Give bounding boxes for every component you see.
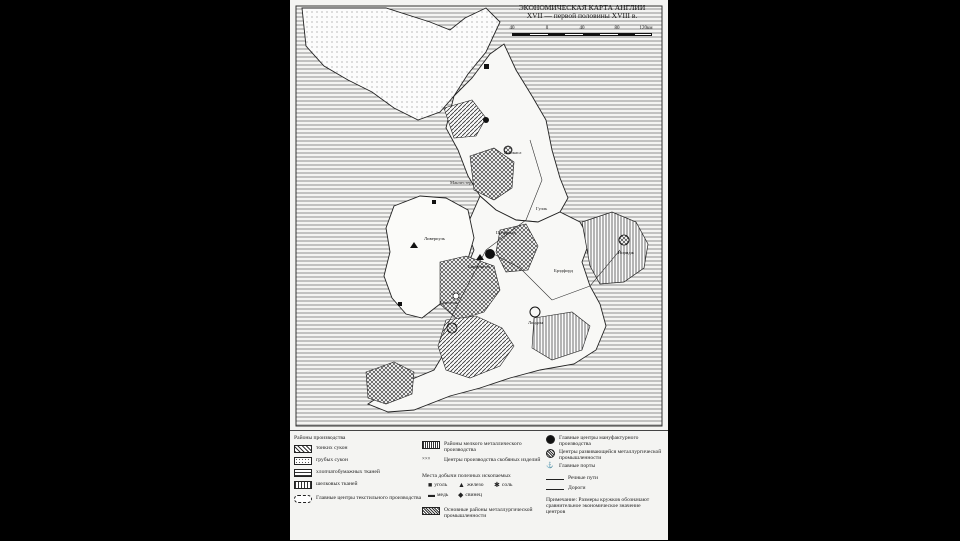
legend-item: Основные районы металлургической промышленности	[422, 507, 554, 519]
scale-tick: 40	[509, 26, 515, 31]
town-marker	[485, 249, 495, 259]
legend-item: хлопчатобумажных тканей	[294, 469, 380, 477]
town-marker	[447, 323, 457, 333]
town-marker	[483, 117, 489, 123]
town-label: Манчестер	[450, 180, 472, 185]
legend-mining-header: Места добычи полезных ископаемых	[422, 473, 511, 479]
town-label: Ливерпуль	[424, 236, 445, 241]
town-label: Брэдфорд	[554, 268, 573, 273]
economic-map	[290, 0, 668, 428]
coal-marker	[432, 200, 436, 204]
map-title-line1: ЭКОНОМИЧЕСКАЯ КАРТА АНГЛИИ	[518, 4, 646, 12]
town-label: Шеффилд	[496, 230, 516, 235]
resource-salt: ✱ соль	[494, 481, 513, 489]
resource-lead: ◆ свинец	[458, 491, 482, 499]
resource-copper: ▬ медь	[428, 491, 449, 499]
map-title-line2: XVII — первой половины XVIII в.	[526, 12, 638, 20]
scale-bar	[509, 26, 653, 38]
scale-bar-graphic	[512, 33, 652, 36]
town-label: Лондон	[528, 320, 543, 325]
coal-marker	[398, 302, 402, 306]
town-label: Ньюкасл	[504, 150, 522, 155]
legend-item: тонких сукон	[294, 445, 348, 453]
legend-item: ⚓ Главные порты	[546, 463, 596, 469]
legend-item: Главные центры мануфактурного производства	[546, 435, 668, 447]
map-page	[290, 0, 668, 540]
coal-marker	[484, 64, 489, 69]
town-label: Бристоль	[440, 300, 459, 305]
resource-iron: ▲ железо	[458, 481, 484, 489]
town-label: Норидж	[618, 250, 634, 255]
legend-note: Примечание: Размеры кружков обозначают сравнительное экономическое значение центров	[546, 497, 650, 515]
legend-item: Районы мелкого металлического производства	[422, 441, 554, 453]
scale-tick: 120км	[639, 26, 653, 31]
scale-tick: 0	[545, 26, 549, 31]
legend-item: грубых сукон	[294, 457, 348, 465]
town-label: Гулль	[536, 206, 548, 211]
legend-header: Районы производства	[294, 435, 346, 441]
town-marker	[453, 293, 459, 299]
scale-tick: 80	[614, 26, 620, 31]
legend-item: шелковых тканей	[294, 481, 357, 489]
resource-coal: ■ уголь	[428, 481, 448, 489]
legend-item: Дороги	[546, 485, 586, 491]
town-label: Бирмингем	[468, 264, 490, 269]
town-marker	[619, 235, 629, 245]
legend-item: ××× Центры производства скобяных изделий	[422, 457, 541, 463]
legend-item: Главные центры текстильного производства	[294, 495, 421, 503]
map-legend	[290, 430, 668, 541]
scale-tick: 40	[579, 26, 585, 31]
map-title	[508, 4, 656, 20]
legend-item: Центры развивающейся металлургической промышленности	[546, 449, 668, 461]
legend-item: Речные пути	[546, 475, 598, 481]
